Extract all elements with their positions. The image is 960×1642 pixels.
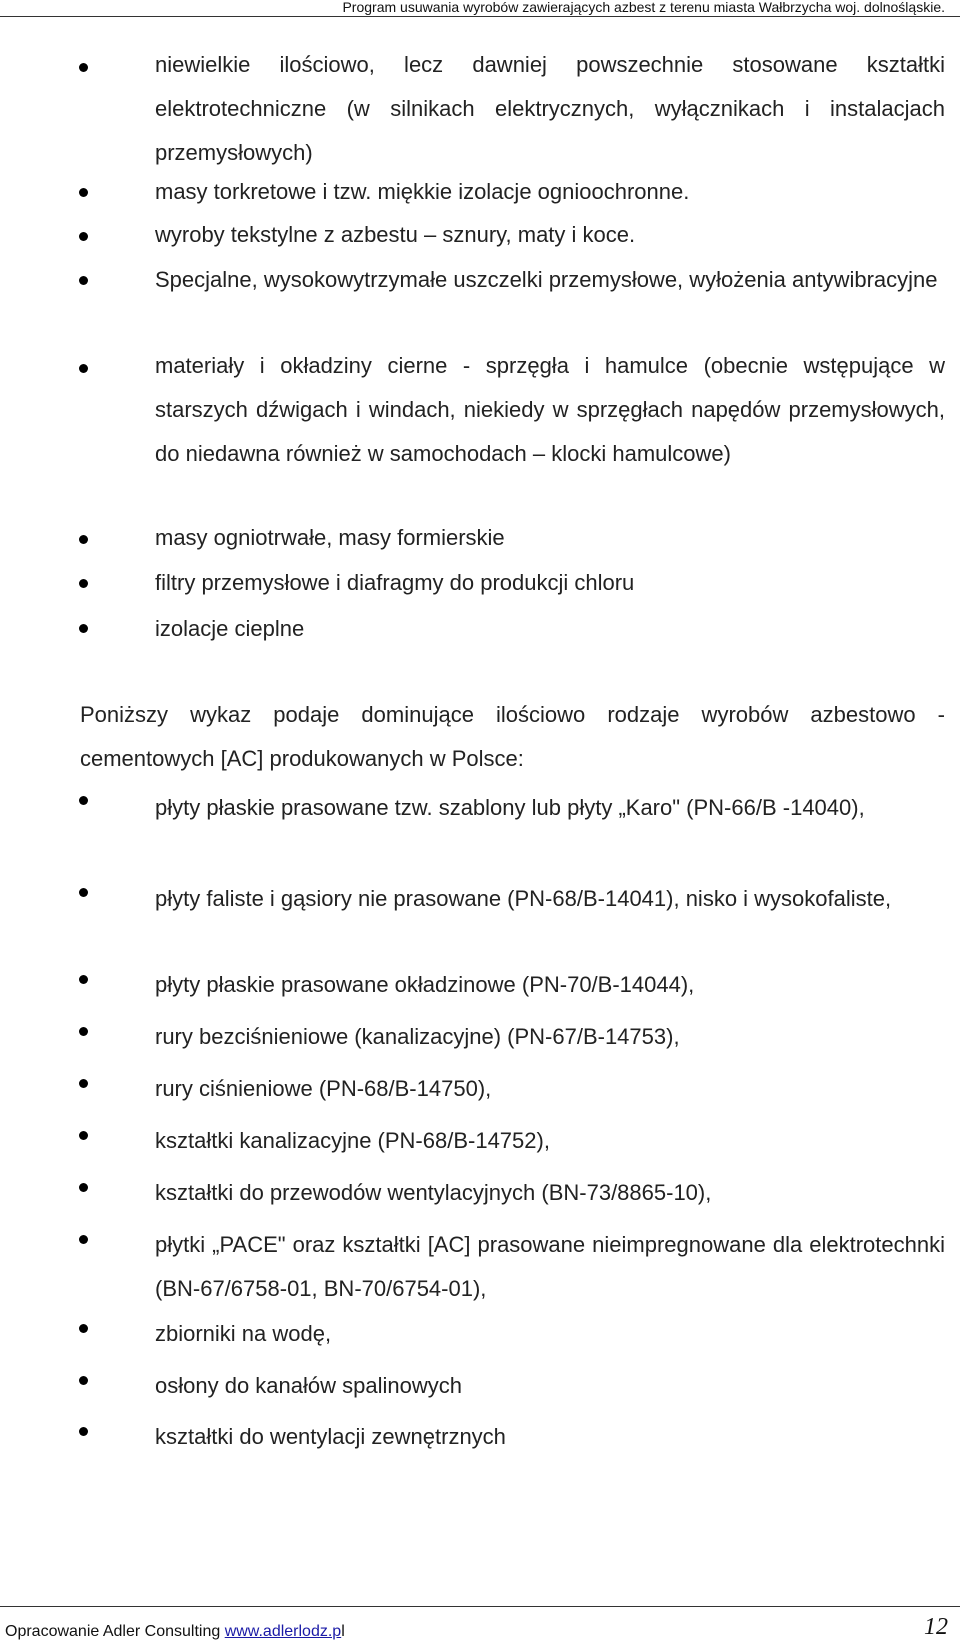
- page-number: 12: [924, 1614, 948, 1640]
- list-item-text: płyty płaskie prasowane tzw. szablony lub płyty „Karo" (PN-66/B -14040),: [155, 795, 865, 820]
- bullet-icon: [79, 535, 88, 544]
- bullet-icon: [79, 975, 88, 984]
- list-item-text: Specjalne, wysokowytrzymałe uszczelki przemysłowe, wyłożenia antywibracyjne: [155, 267, 938, 292]
- bullet-icon: [79, 1131, 88, 1140]
- bullet-icon: [79, 1027, 88, 1036]
- list-item-text: osłony do kanałów spalinowych: [155, 1373, 462, 1398]
- list-item-text: płyty faliste i gąsiory nie prasowane (PN-68/B-14041), nisko i wysokofaliste,: [155, 886, 892, 911]
- list-item-text: kształtki do przewodów wentylacyjnych (BN-73/8865-10),: [155, 1180, 712, 1205]
- bullet-icon: [79, 188, 88, 197]
- bullet-icon: [79, 796, 88, 805]
- bullet-icon: [79, 1079, 88, 1088]
- list-item-text: masy torkretowe i tzw. miękkie izolacje ognioochronne.: [155, 179, 690, 204]
- bullet-icon: [79, 888, 88, 897]
- header-title: Program usuwania wyrobów zawierających azbest z terenu miasta Wałbrzycha woj. dolnośląskie.: [342, 0, 945, 15]
- footer-website-link[interactable]: www.adlerlodz.p: [224, 1623, 342, 1640]
- footer-prefix: Opracowanie Adler Consulting: [5, 1623, 225, 1640]
- list-item-text: płytki „PACE" oraz kształtki [AC] prasowane nieimpregnowane dla elektrotechnki (BN-67/6758-01, BN-70/6754-01),: [155, 1232, 945, 1301]
- bullet-icon: [79, 1235, 88, 1244]
- page-header: [0, 0, 960, 15]
- bullet-icon: [79, 63, 88, 72]
- header-divider: [0, 16, 960, 17]
- list-item-text: filtry przemysłowe i diafragmy do produkcji chloru: [155, 570, 635, 595]
- list-item-text: rury bezciśnieniowe (kanalizacyjne) (PN-67/B-14753),: [155, 1024, 680, 1049]
- bullet-icon: [79, 276, 88, 285]
- footer-credit: [5, 1623, 345, 1641]
- list-item-text: niewielkie ilościowo, lecz dawniej powszechnie stosowane kształtki elektrotechniczne (w silnikach elektrycznych, wyłącznikach i instalacjach przemysłowych): [155, 52, 945, 165]
- list-item-text: materiały i okładziny cierne - sprzęgła i hamulce (obecnie wstępujące w starszych dźwigach i windach, niekiedy w sprzęgłach napędów przemysłowych, do niedawna również w samochodach – klocki hamulcowe): [155, 353, 945, 466]
- list-item-text: płyty płaskie prasowane okładzinowe (PN-70/B-14044),: [155, 972, 695, 997]
- bullet-icon: [79, 579, 88, 588]
- bullet-icon: [79, 1427, 88, 1436]
- bullet-icon: [79, 1183, 88, 1192]
- list-item-text: kształtki kanalizacyjne (PN-68/B-14752),: [155, 1128, 550, 1153]
- page-footer: [0, 1600, 960, 1642]
- list-item-text: zbiorniki na wodę,: [155, 1321, 332, 1346]
- list-item-text: izolacje cieplne: [155, 616, 305, 641]
- list-item-text: masy ogniotrwałe, masy formierskie: [155, 525, 505, 550]
- bullet-icon: [79, 624, 88, 633]
- bullet-icon: [79, 1376, 88, 1385]
- bullet-icon: [79, 364, 88, 373]
- intro-paragraph: Poniższy wykaz podaje dominujące ilościowo rodzaje wyrobów azbestowo -cementowych [AC] produkowanych w Polsce:: [80, 702, 945, 771]
- list-item-text: wyroby tekstylne z azbestu – sznury, maty i koce.: [155, 222, 636, 247]
- bullet-icon: [79, 232, 88, 241]
- footer-suffix: l: [341, 1623, 345, 1640]
- list-item-text: kształtki do wentylacji zewnętrznych: [155, 1424, 506, 1449]
- footer-divider: [0, 1606, 960, 1607]
- bullet-icon: [79, 1324, 88, 1333]
- list-item-text: rury ciśnieniowe (PN-68/B-14750),: [155, 1076, 492, 1101]
